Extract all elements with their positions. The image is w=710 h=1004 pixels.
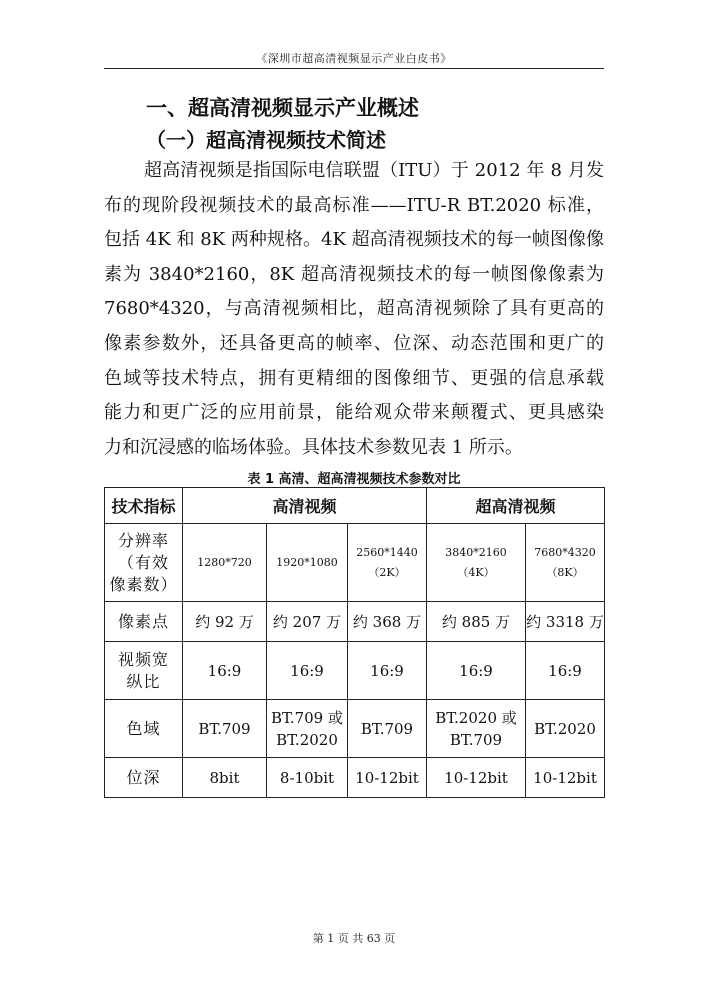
table-cell: 3840*2160 （4K） <box>427 524 526 602</box>
paragraph-line: 7680*4320，与高清视频相比，超高清视频除了具有更高的 <box>104 298 604 320</box>
table-cell: 16:9 <box>348 642 427 700</box>
paragraph-line: 素为 3840*2160，8K 超高清视频技术的每一帧图像像素为 <box>104 263 604 285</box>
row-label-gamut: 色域 <box>105 700 183 758</box>
table-cell: 8bit <box>183 758 267 798</box>
table-cell: 16:9 <box>526 642 605 700</box>
table-header-row <box>105 488 605 524</box>
table-row-gamut <box>105 700 605 758</box>
row-label-resolution: 分辨率 （有效 像素数） <box>105 524 183 602</box>
page-number: 第 1 页 共 63 页 <box>312 932 396 945</box>
table-cell: BT.2020 <box>526 700 605 758</box>
table-row-pixels <box>105 602 605 642</box>
table-cell: 8-10bit <box>267 758 348 798</box>
header-cell-metric: 技术指标 <box>105 488 183 524</box>
table-cell: BT.709 或 BT.2020 <box>267 700 348 758</box>
table-cell: BT.709 <box>348 700 427 758</box>
table-cell: 2560*1440 （2K） <box>348 524 427 602</box>
table-cell: 1920*1080 <box>267 524 348 602</box>
table-cell: 16:9 <box>267 642 348 700</box>
running-header: 《深圳市超高清视频显示产业白皮书》 <box>256 52 452 65</box>
row-label-aspect: 视频宽 纵比 <box>105 642 183 700</box>
table-cell: 约 207 万 <box>267 602 348 642</box>
paragraph-line: 色域等技术特点，拥有更精细的图像细节、更强的信息承载 <box>104 367 604 389</box>
subsection-heading: （一）超高清视频技术简述 <box>146 128 386 152</box>
section-heading: 一、超高清视频显示产业概述 <box>146 96 419 120</box>
row-label-pixels: 像素点 <box>105 602 183 642</box>
table-cell: 约 3318 万 <box>526 602 605 642</box>
table-cell: 1280*720 <box>183 524 267 602</box>
table-row-resolution <box>105 524 605 602</box>
table-caption: 表 1 高清、超高清视频技术参数对比 <box>247 472 461 487</box>
table-cell: 约 885 万 <box>427 602 526 642</box>
table-cell: 16:9 <box>427 642 526 700</box>
table-cell: 约 92 万 <box>183 602 267 642</box>
header-divider <box>104 68 604 69</box>
table-cell: BT.2020 或 BT.709 <box>427 700 526 758</box>
table-cell: 7680*4320 （8K） <box>526 524 605 602</box>
table-cell: 10-12bit <box>427 758 526 798</box>
paragraph-line: 布的现阶段视频技术的最高标准——ITU-R BT.2020 标准， <box>104 194 604 216</box>
paragraph-line: 包括 4K 和 8K 两种规格。4K 超高清视频技术的每一帧图像像 <box>104 229 604 251</box>
spec-comparison-table <box>104 487 605 798</box>
header-cell-uhd: 超高清视频 <box>427 488 605 524</box>
paragraph-line: 超高清视频是指国际电信联盟（ITU）于 2012 年 8 月发 <box>144 160 604 181</box>
table-cell: 10-12bit <box>526 758 605 798</box>
table-row-bitdepth <box>105 758 605 798</box>
paragraph-line: 力和沉浸感的临场体验。具体技术参数见表 1 所示。 <box>104 436 523 458</box>
table-cell: BT.709 <box>183 700 267 758</box>
row-label-bitdepth: 位深 <box>105 758 183 798</box>
table-cell: 16:9 <box>183 642 267 700</box>
paragraph-line: 像素参数外，还具备更高的帧率、位深、动态范围和更广的 <box>104 332 604 354</box>
table-cell: 约 368 万 <box>348 602 427 642</box>
body-paragraph <box>104 154 604 465</box>
table-cell: 10-12bit <box>348 758 427 798</box>
header-cell-hd: 高清视频 <box>183 488 427 524</box>
table-row-aspect <box>105 642 605 700</box>
paragraph-line: 能力和更广泛的应用前景，能给观众带来颠覆式、更具感染 <box>104 402 604 424</box>
